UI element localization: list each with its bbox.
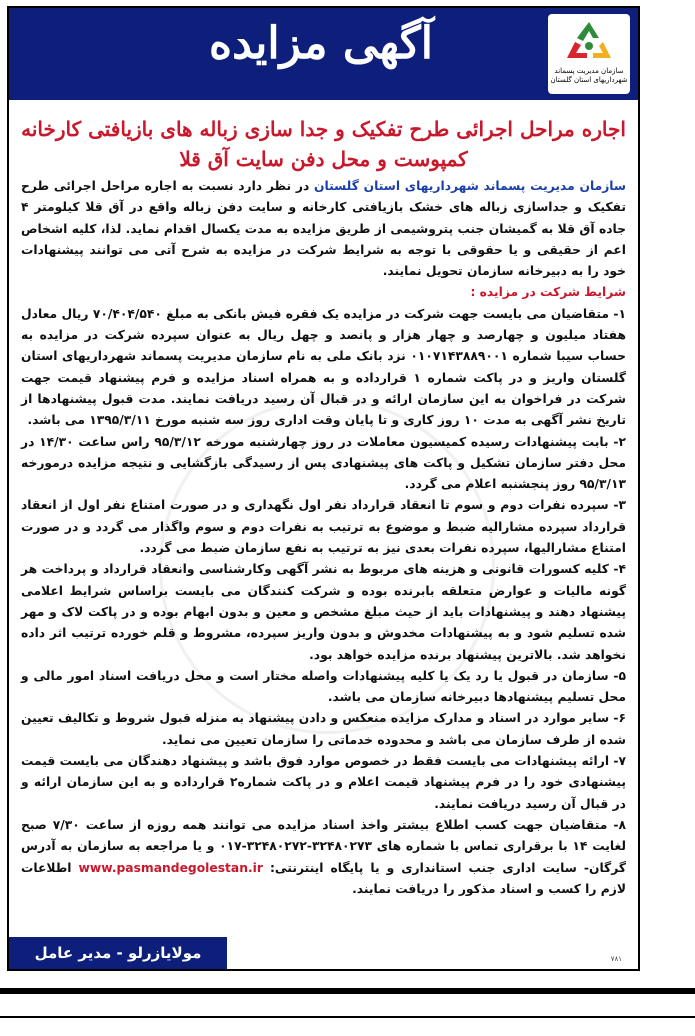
- intro-text: در نظر دارد نسبت به اجاره مراحل اجرائی طرح تفکیک و جداسازی زباله های خشک بازیافتی کارخانه و سایت دفن زباله واقع در آق قلا کیلومتر ۴ جاده آق قلا به گمیشان جنب پتروشیمی از طریق مزایده به مدت یکسال اقدام نماید. لذا، کلیه اشخاص اعم از حقیقی و یا حقوقی با توجه به شرایط شرکت در مزایده به شرح آتی می توانند پیشنهادات خود را به دبیرخانه سازمان تحویل نمایند.: [21, 179, 626, 279]
- logo-text: سازمان مدیریت پسماند شهرداریهای استان گلستان: [550, 67, 628, 84]
- notice-header: [9, 8, 638, 100]
- bottom-thin-rule: [0, 1016, 695, 1018]
- website-link[interactable]: www.pasmandegolestan.ir: [78, 860, 263, 875]
- notice-body: [21, 176, 626, 900]
- organization-logo: [548, 14, 630, 94]
- clause-3: ۳- سپرده نفرات دوم و سوم تا انعقاد قرارداد نفر اول نگهداری و در صورت امتناع نفر اول از انعقاد قرارداد سپرده مشارالیه ضبط و موضوع به ترتیب به نفرات دوم و سوم واگذار می گردد و در صورت امتناع مشارالیها، سپرده نفرات بعدی نیز به ترتیب به نفع سازمان ضبط می گردد.: [21, 498, 626, 556]
- clause-6: ۶- سایر موارد در اسناد و مدارک مزایده منعکس و دادن پیشنهاد به منزله قبول شروط و تکالیف تعیین شده از طرف سازمان می باشد و محدوده خدماتی را سازمان تعیین می نماید.: [21, 711, 626, 747]
- clause-4: ۴- کلیه کسورات قانونی و هزینه های مربوط به نشر آگهی وکارشناسی وانعقاد قرارداد و پرداخت هر گونه مالیات و عوارض متعلقه بابرنده بوده و شرکت کنندگان می بایست براساس شرایط اعلامی پیشنهاد دهند و پیشنهادات باید از حیث مبلغ مشخص و معین و بدون ابهام بوده و در پاکت لاک و مهر شده تسلیم شود و به پیشنهادات مخدوش و بدون واریز سپرده، مشروط و قلم خورده ترتیب اثر داده نخواهد شد. بالاترین پیشنهاد برنده مزایده خواهد بود.: [21, 562, 626, 662]
- clause-7: ۷- ارائه پیشنهادات می بایست فقط در خصوص موارد فوق باشد و پیشنهاد دهندگان می بایست قیمت پیشنهادی خود را در فرم پیشنهاد قیمت اعلام و در پاکت شماره۲ قرارداده و به این سازمان ارائه و در قبال آن رسید دریافت نمایند.: [21, 754, 626, 811]
- clause-5: ۵- سازمان در قبول یا رد یک یا کلیه پیشنهادات واصله مختار است و محل دریافت اسناد امور مالی و محل تسلیم پیشنهادها دبیرخانه سازمان می باشد.: [21, 668, 626, 705]
- notice-frame: [7, 6, 640, 971]
- recycle-icon: [563, 18, 615, 66]
- notice-subtitle: اجاره مراحل اجرائی طرح تفکیک و جدا سازی زباله های بازیافتی کارخانه کمپوست و محل دفن سایت آق قلا: [21, 117, 626, 171]
- notice-code: ۷۸۱: [610, 955, 622, 963]
- clause-1: ۱- متقاضیان می بایست جهت شرکت در مزایده یک فقره فیش بانکی به مبلغ ۷۰/۴۰۴/۵۴۰ ریال معادل هفتاد میلیون و چهارصد و چهار هزار و پانصد و چهل ریال به عنوان سپرده شرکت در مزایده به حساب سیبا شماره ۰۱۰۷۱۴۳۸۸۹۰۰۱ نزد بانک ملی به نام سازمان مدیریت پسماند شهرداریهای استان گلستان واریز و در پاکت شماره ۱ قرارداده و به همراه اسناد مزایده و فرم پیشنهاد قیمت جهت شرکت در فراخوان به این سازمان ارائه و در قبال آن رسید دریافت نمایند. مدت قبول پیشنهادها از تاریخ نشر آگهی به مدت ۱۰ روز کاری و تا پایان وقت اداری روز سه شنبه مورخ ۱۳۹۵/۳/۱۱ می باشد.: [21, 306, 626, 428]
- clause-8-text: ۸- متقاضیان جهت کسب اطلاع بیشتر واخذ اسناد مزایده می توانند همه روزه از ساعت ۷/۳۰ صبح لغایت ۱۴ با برقراری تماس با شماره های ۳۲۴۸۰۲۷۳-۳۲۴۸۰۲۷۲-۰۱۷ و یا مراجعه به سازمان به آدرس گرگان- سایت اداری جنب استانداری و یا پایگاه اینترنتی:: [21, 817, 627, 875]
- conditions-heading: شرایط شرکت در مزایده :: [470, 285, 626, 300]
- signature-badge: مولایازرلو - مدیر عامل: [9, 937, 227, 969]
- bottom-rule: [0, 988, 695, 994]
- clause-8-end: اطلاعات لازم را کسب و اسناد مذکور را دریافت نمایند.: [21, 860, 626, 896]
- clause-2: ۲- بابت پیشنهادات رسیده کمیسیون معاملات در روز چهارشنبه مورخه ۹۵/۳/۱۲ راس ساعت ۱۴/۳۰ در محل دفتر سازمان تشکیل و پاکت های پیشنهادی پس از رسیدگی بازگشایی و نتیجه مزایده درمورخه ۹۵/۳/۱۳ روز پنجشنبه اعلام می گردد.: [21, 434, 627, 492]
- notice-title: آگهی مزایده: [209, 18, 433, 69]
- intro-paragraph: [21, 176, 626, 282]
- organization-name: سازمان مدیریت پسماند شهرداریهای استان گلستان: [314, 179, 626, 193]
- clause-8: [21, 815, 626, 900]
